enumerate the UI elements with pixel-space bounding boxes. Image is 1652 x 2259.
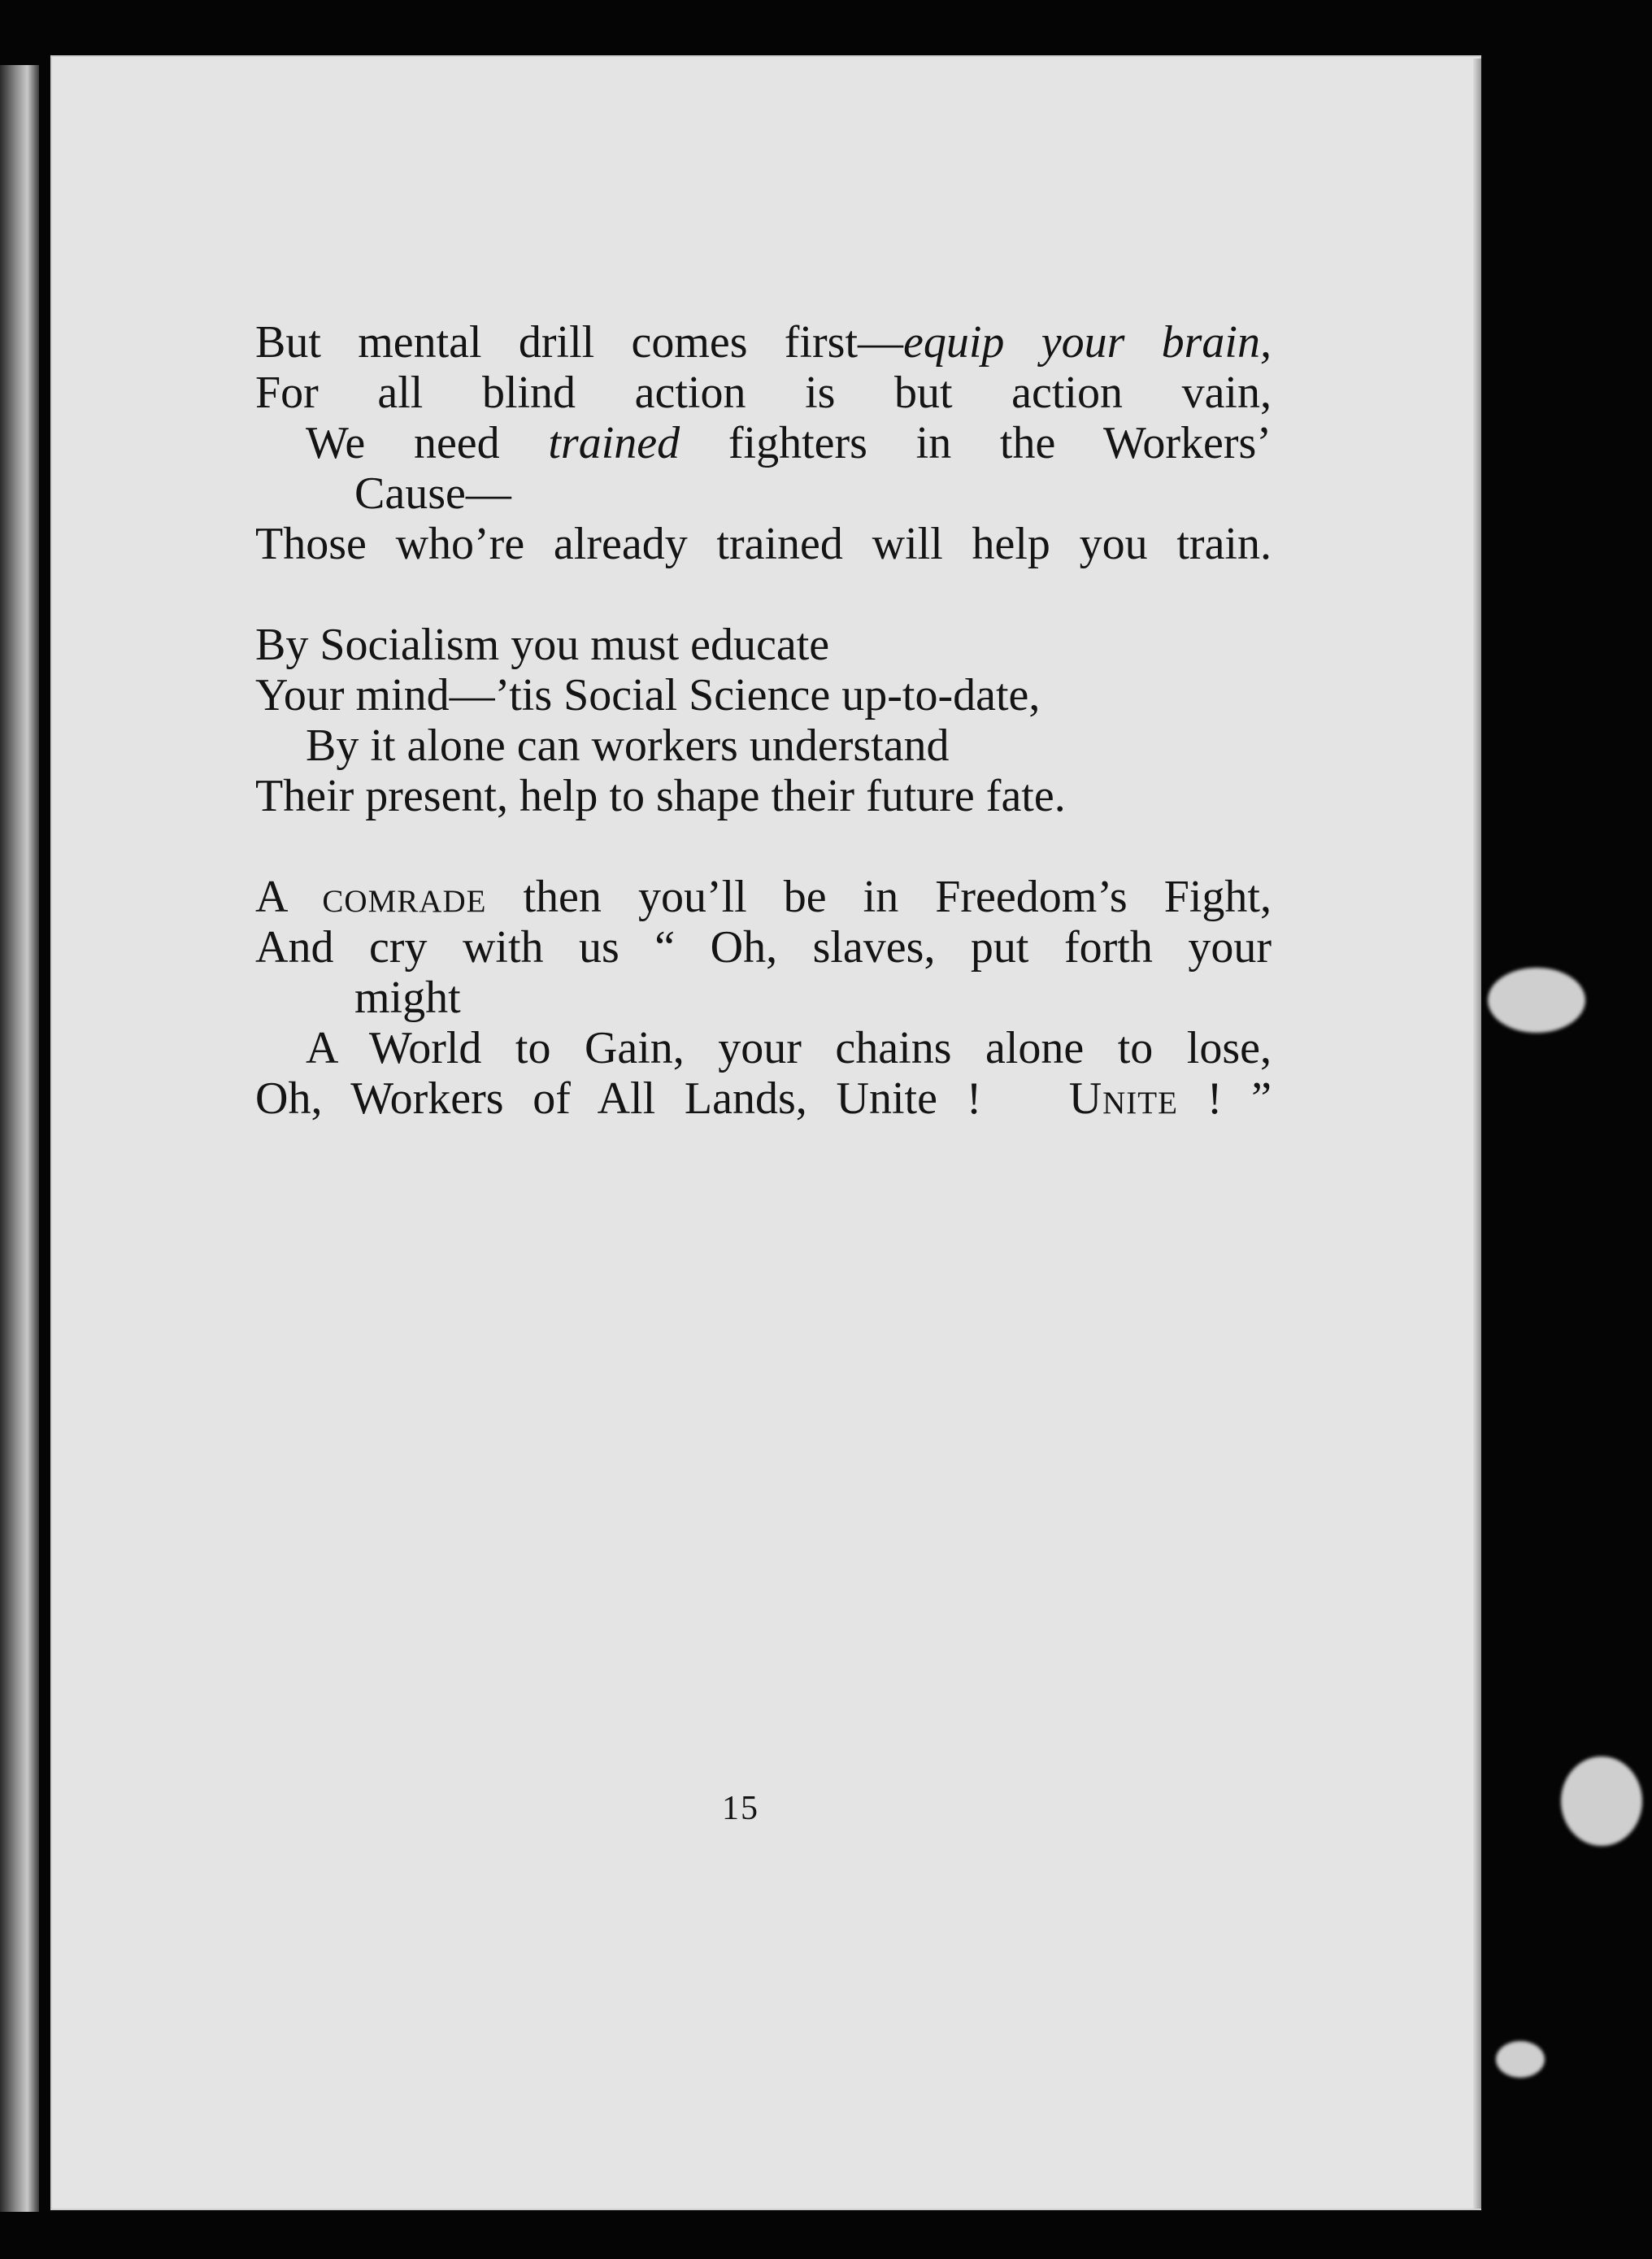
poem-line: A comrade then you’ll be in Freedom’s Fight, xyxy=(255,872,1272,922)
scan-speck xyxy=(1488,968,1585,1033)
poem xyxy=(255,317,1272,1174)
stanza-2 xyxy=(255,620,1272,821)
poem-line: Your mind—’tis Social Science up-to-date, xyxy=(255,670,1041,720)
poem-line: For all blind action is but action vain, xyxy=(255,368,1272,418)
poem-line: A World to Gain, your chains alone to lose, xyxy=(306,1023,1272,1073)
poem-line: By Socialism you must educate xyxy=(255,620,830,670)
page-number: 15 xyxy=(722,1790,759,1827)
poem-line: might xyxy=(354,973,461,1023)
page-edge-shadow xyxy=(1473,59,1481,2209)
stanza-1 xyxy=(255,317,1272,569)
poem-line: But mental drill comes first—equip your brain, xyxy=(255,317,1272,368)
poem-line: We need trained fighters in the Workers’ xyxy=(306,418,1272,468)
poem-line: Their present, help to shape their future fate. xyxy=(255,771,1066,821)
poem-line: Those who’re already trained will help you train. xyxy=(255,519,1272,569)
stanza-3 xyxy=(255,872,1272,1124)
poem-line: Oh, Workers of All Lands, Unite ! Unite ! ” xyxy=(255,1073,1272,1124)
poem-line: By it alone can workers understand xyxy=(306,720,950,771)
poem-line: And cry with us “ Oh, slaves, put forth your xyxy=(255,922,1272,973)
poem-line: Cause— xyxy=(354,468,511,519)
scan-speck xyxy=(1561,1756,1642,1846)
scan-speck xyxy=(1496,2041,1545,2078)
adjacent-page-edge xyxy=(0,65,39,2212)
